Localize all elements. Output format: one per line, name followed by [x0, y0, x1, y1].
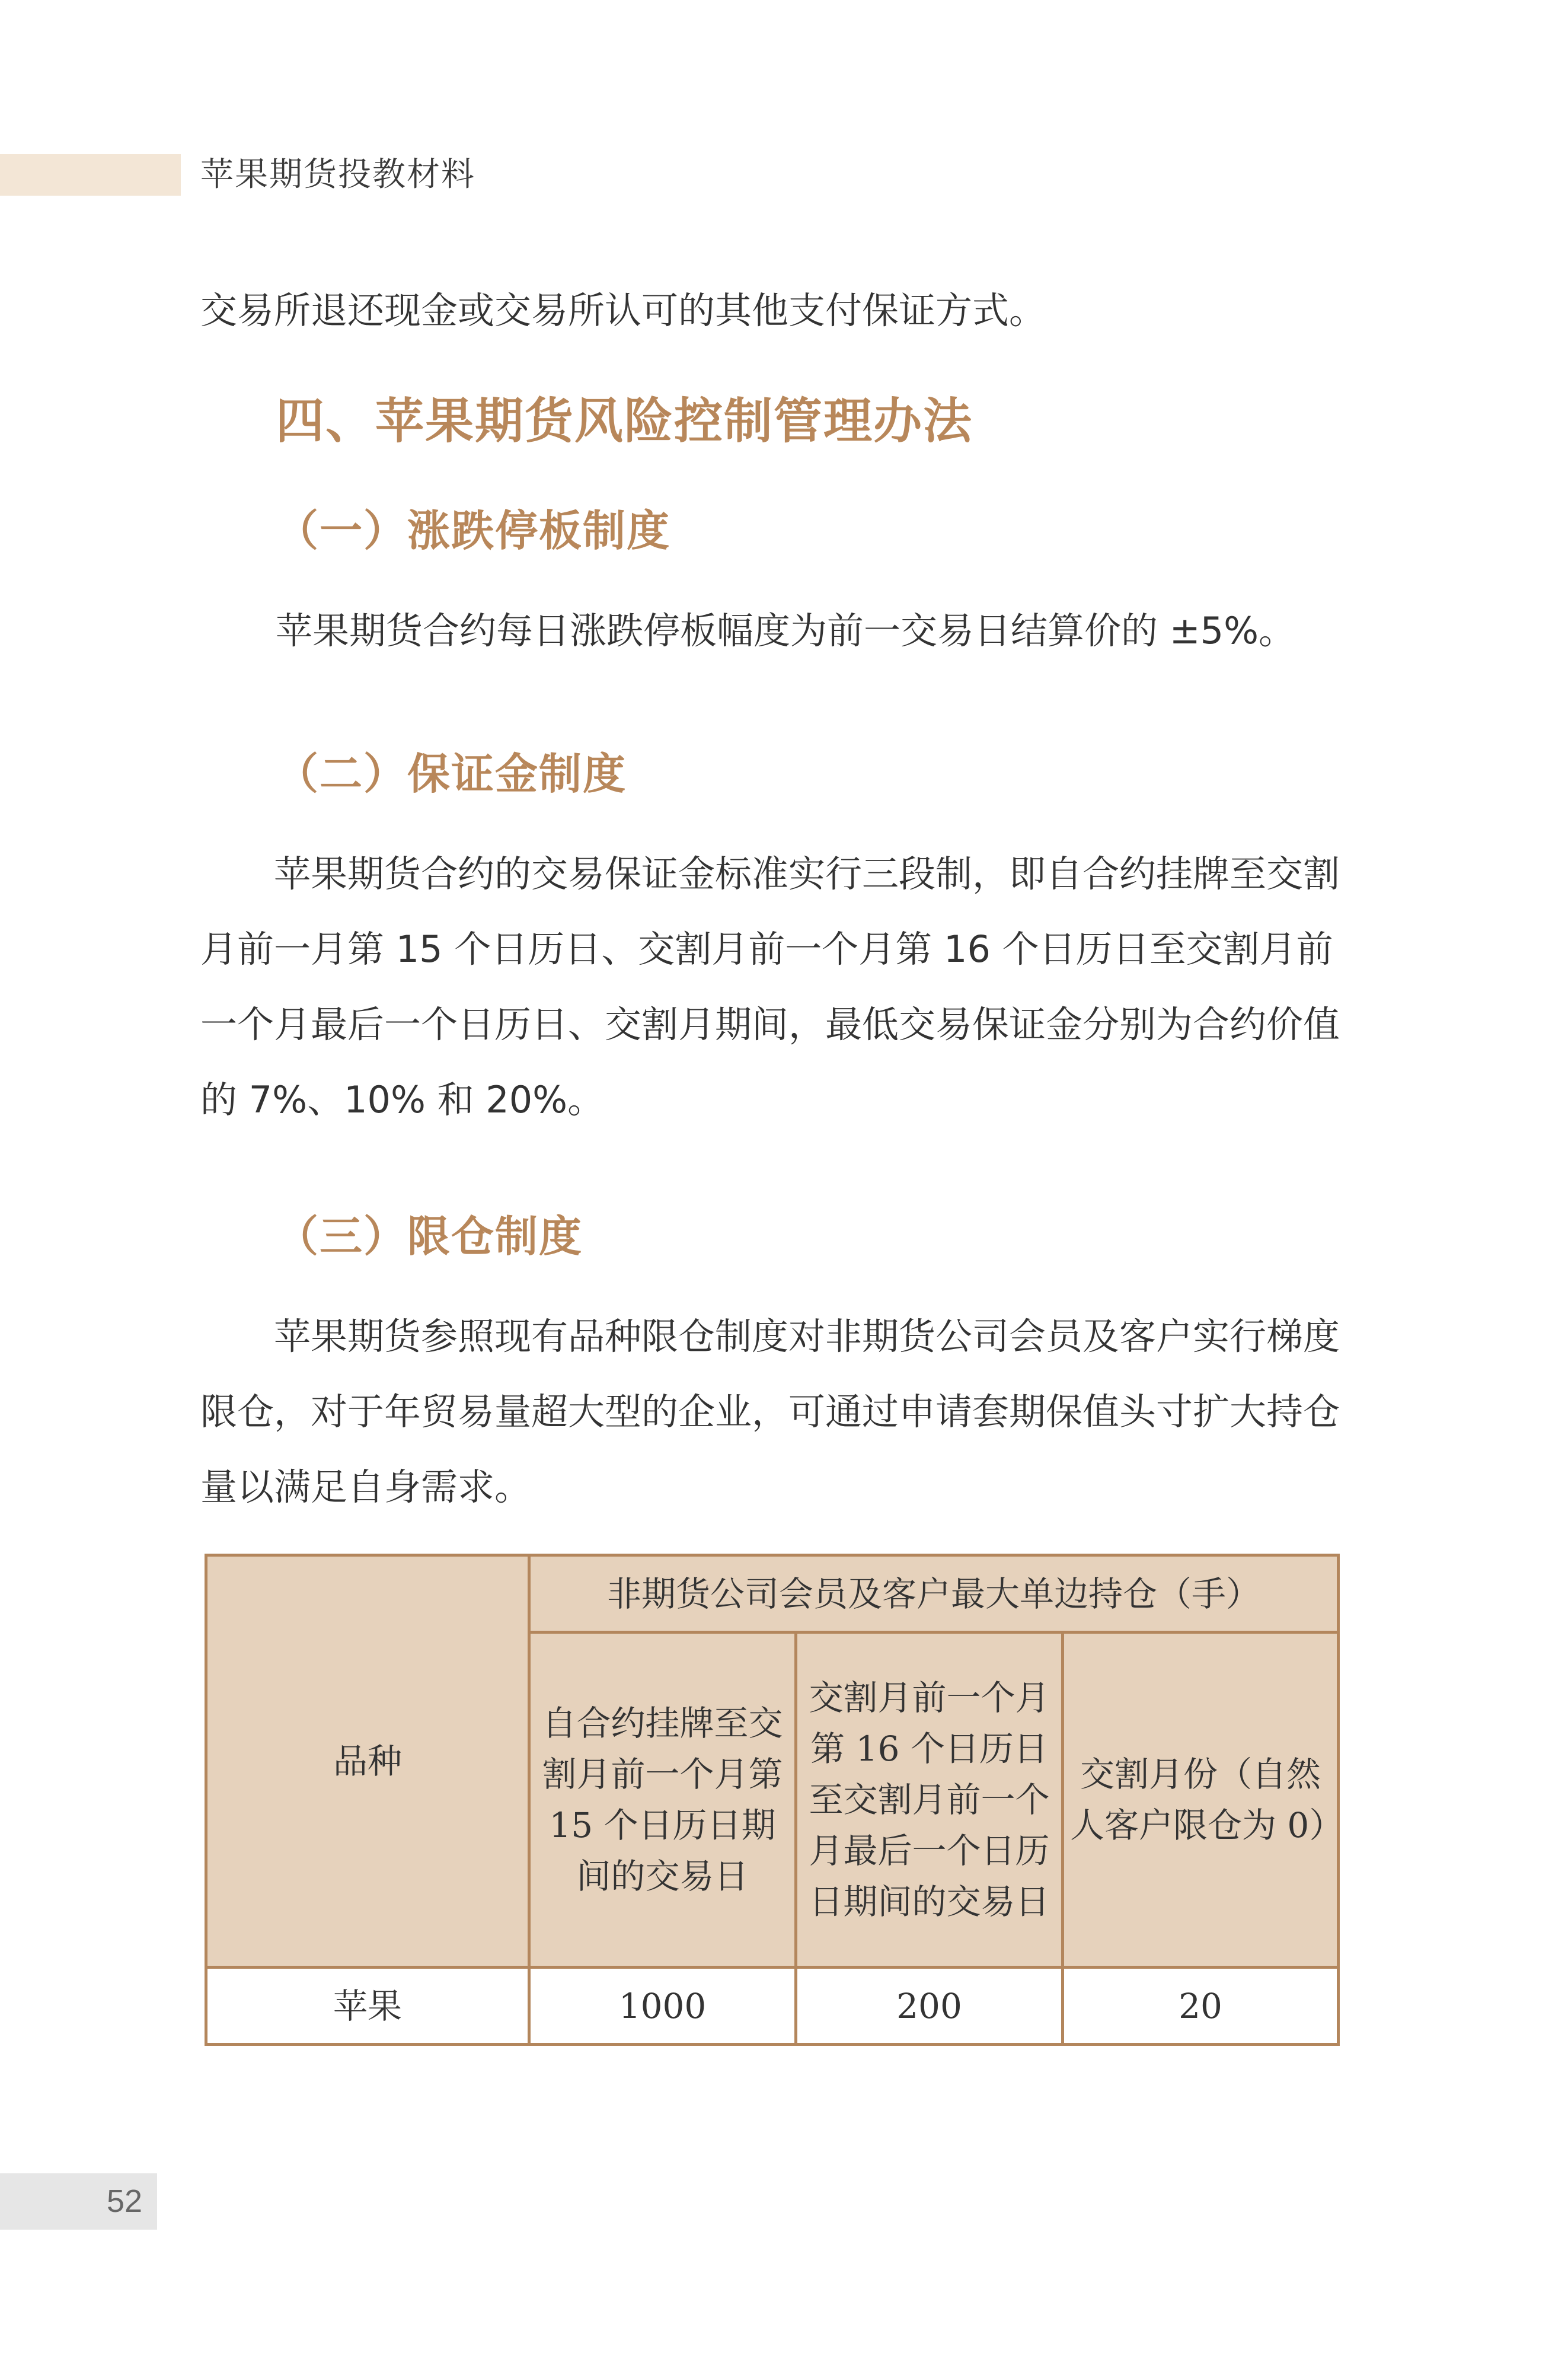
cell-limit-delivery: 20	[1063, 1968, 1339, 2045]
intro-paragraph: 交易所退还现金或交易所认可的其他支付保证方式。	[200, 289, 1046, 332]
cell-variety: 苹果	[206, 1968, 529, 2045]
header-title: 苹果期货投教材料	[200, 155, 475, 194]
position-limit-table	[205, 1554, 1344, 2046]
header-col-delivery-month: 交割月份（自然人客户限仓为 0）	[1063, 1633, 1339, 1968]
cell-limit-listing: 1000	[529, 1968, 796, 2045]
table-header-row	[206, 1555, 1339, 1633]
subsection-title-position-limit: （三）限仓制度	[276, 1211, 583, 1261]
paragraph-position-limit: 苹果期货参照现有品种限仓制度对非期货公司会员及客户实行梯度限仓，对于年贸易量超大型的企业，可通过申请套期保值头寸扩大持仓量以满足自身需求。	[200, 1315, 1340, 1509]
subsection-title-margin: （二）保证金制度	[276, 749, 627, 799]
cell-limit-pre-delivery: 200	[796, 1968, 1063, 2045]
table-row	[206, 1968, 1339, 2045]
header-variety: 品种	[206, 1555, 529, 1968]
section-title: 四、苹果期货风险控制管理办法	[276, 393, 973, 449]
paragraph-margin: 苹果期货合约的交易保证金标准实行三段制，即自合约挂牌至交割月前一月第 15 个日历日、交割月前一个月第 16 个日历日至交割月前一个月最后一个日历日、交割月期间，最低交易保证金分别为合约价值的 7%、10% 和 20%。	[200, 852, 1340, 1121]
header-col-listing-period: 自合约挂牌至交割月前一个月第 15 个日历日期间的交易日	[529, 1633, 796, 1968]
subsection-title-price-limit: （一）涨跌停板制度	[276, 506, 671, 556]
header-group: 非期货公司会员及客户最大单边持仓（手）	[529, 1555, 1339, 1633]
page-number: 52	[107, 2183, 143, 2219]
header-accent-band	[0, 154, 181, 196]
header-col-pre-delivery-period: 交割月前一个月第 16 个日历日至交割月前一个月最后一个日历日期间的交易日	[796, 1633, 1063, 1968]
paragraph-price-limit: 苹果期货合约每日涨跌停板幅度为前一交易日结算价的 ±5%。	[276, 609, 1296, 652]
